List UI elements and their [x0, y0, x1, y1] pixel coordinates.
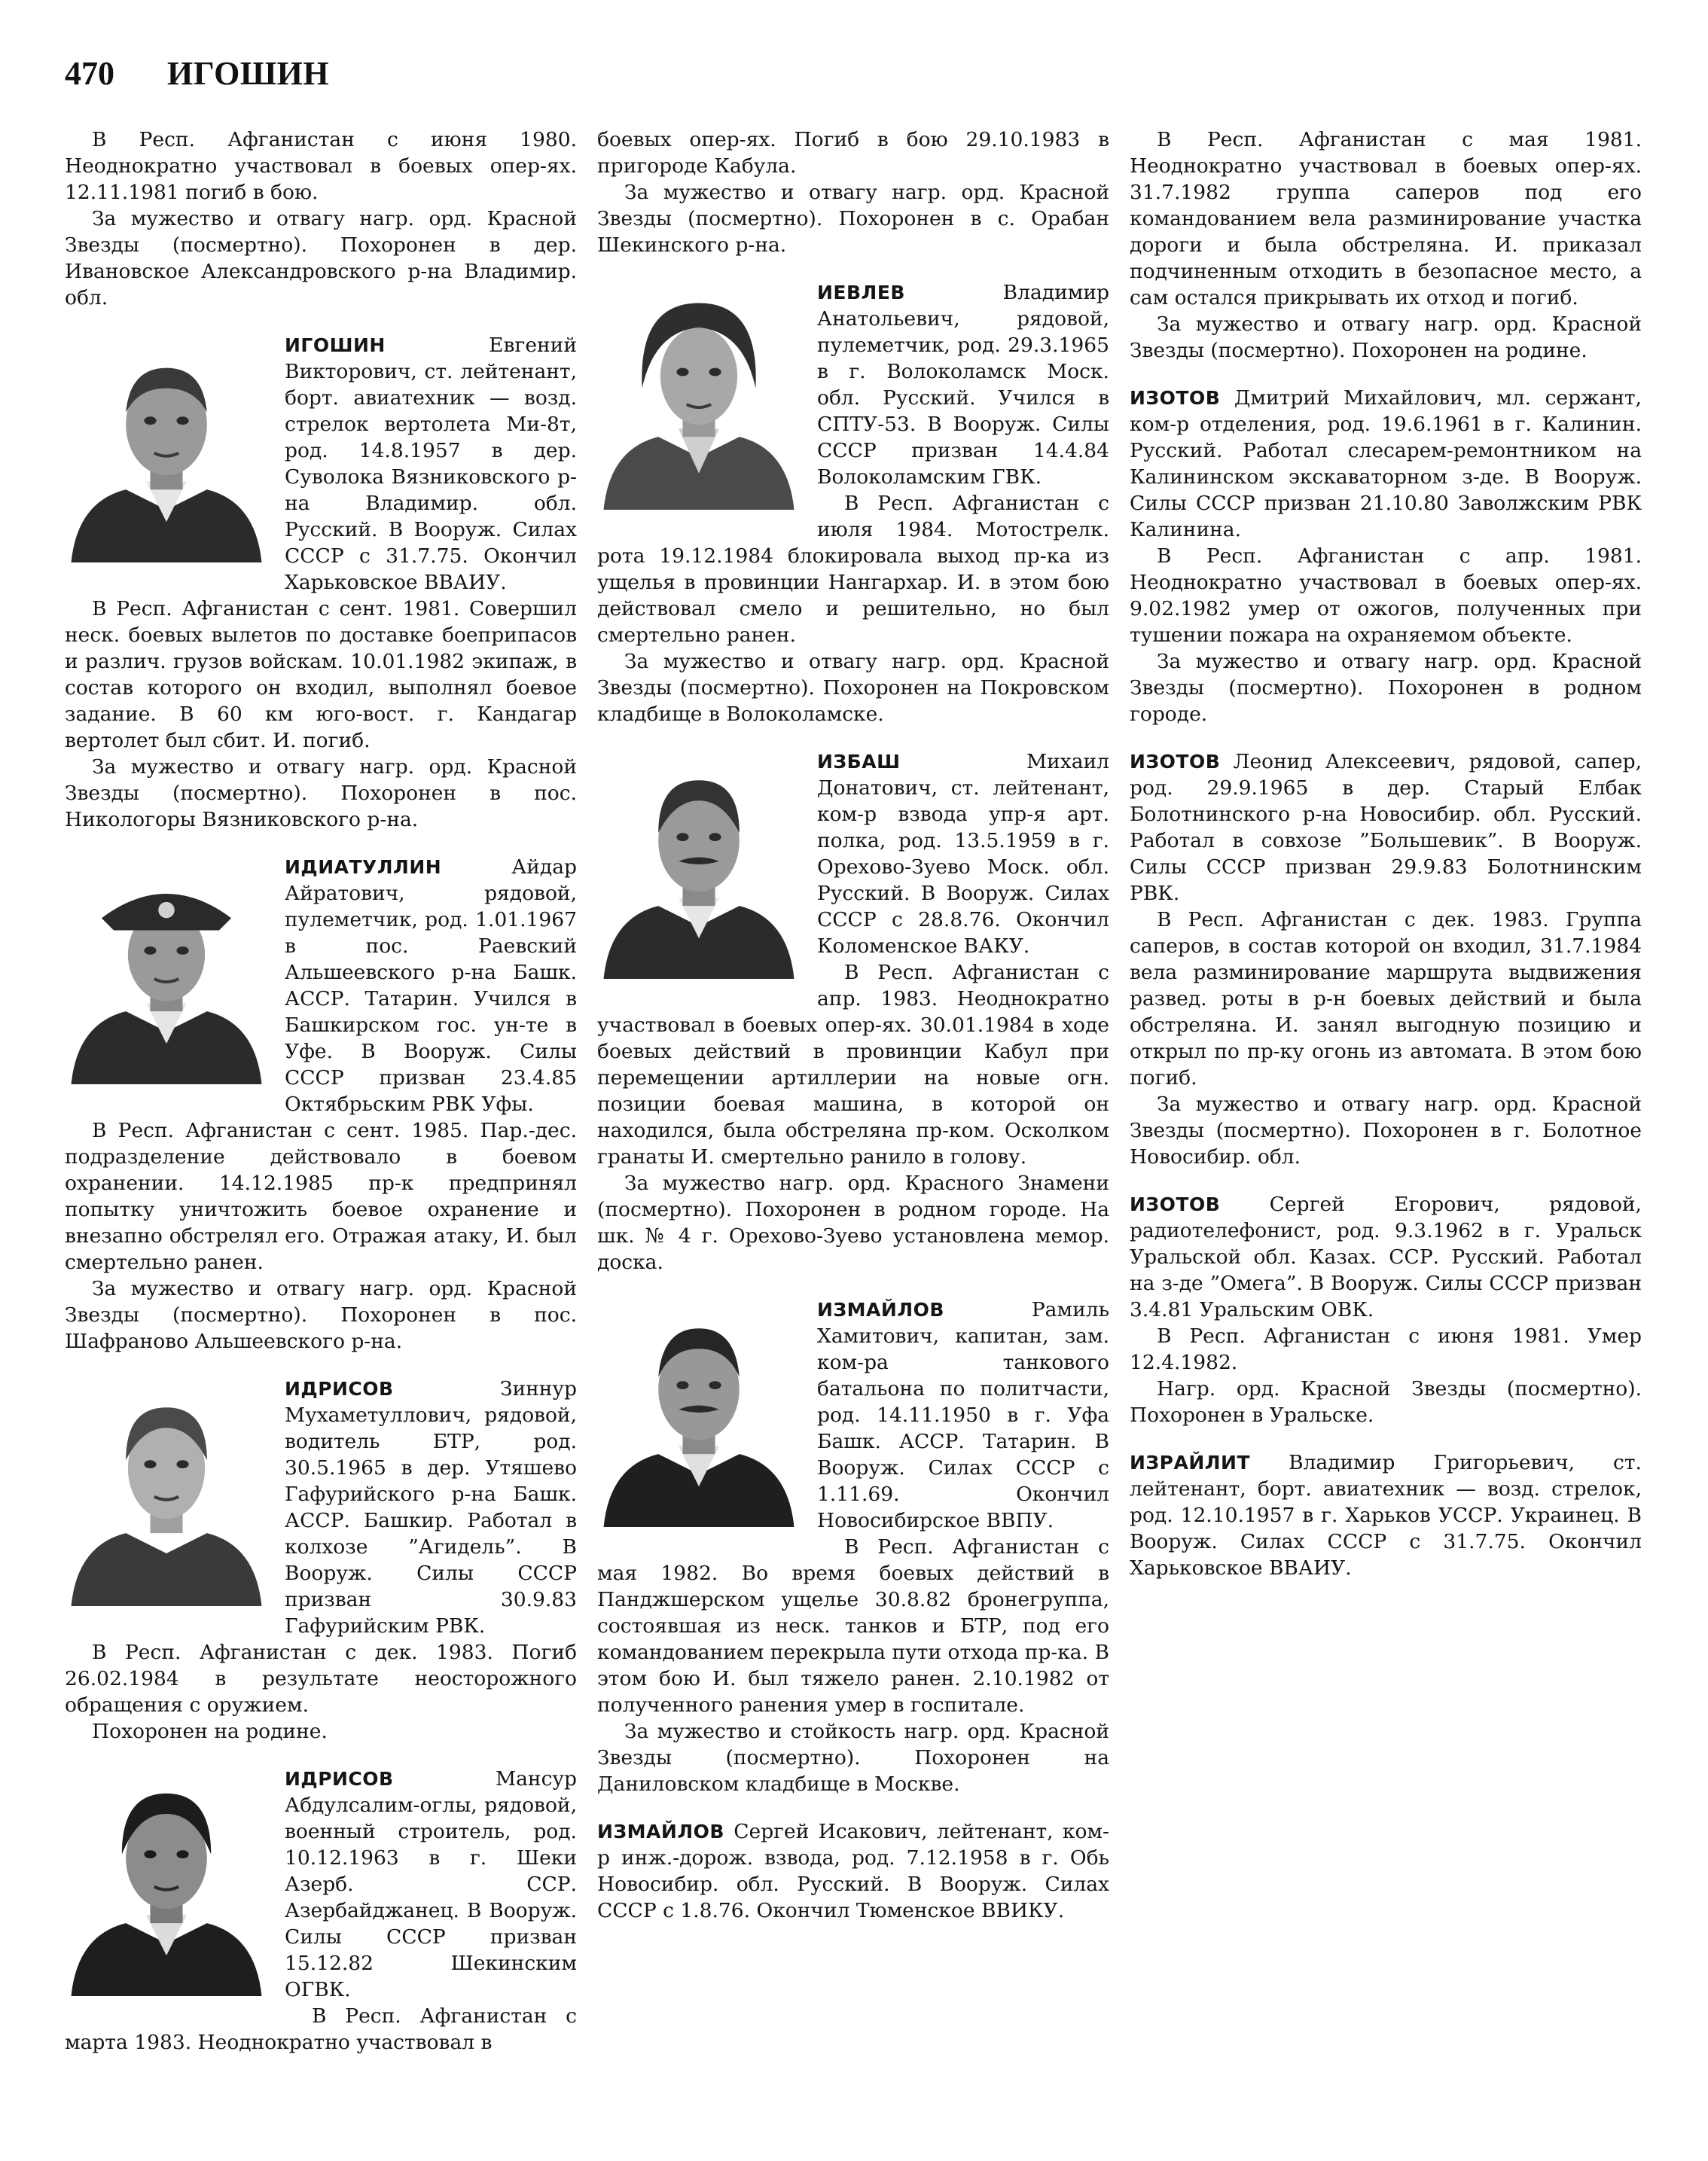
paragraph: В Респ. Афганистан с июля 1984. Мотострелк. рота 19.12.1984 блокировала выход пр-ка из ущелья в провинции Нангархар. И. в этом бою действовал смело и решительно, но был смертельно ранен.: [597, 492, 1109, 647]
paragraph: За мужество и отвагу нагр. орд. Красной Звезды (посмертно). Похоронен в пос. Никологоры Вязниковского р-на.: [65, 755, 577, 831]
entry-continuation: [597, 126, 1109, 258]
paragraph: За мужество и отвагу нагр. орд. Красной Звезды (посмертно). Похоронен на родине.: [1130, 312, 1642, 362]
surname: ИДРИСОВ: [285, 1378, 394, 1400]
portrait-icon: [65, 1383, 268, 1606]
entry-text: Рамиль Хамитович, капитан, зам. ком-ра танкового батальона по политчасти, род. 14.11.1950 в г. Уфа Башк. АССР. Татарин. В Вооруж. Силах СССР с 1.11.69. Окончил Новосибирское ВВПУ.: [817, 1298, 1109, 1532]
paragraph: В Респ. Афганистан с дек. 1983. Группа саперов, в состав которой он входил, 31.7.1984 вела разминирование маршрута выдвижения развед. роты в р-н боевых действий и была обстреляна. И. занял выгодную позицию и открыл по пр-ку огонь из автомата. В этом бою погиб.: [1130, 908, 1642, 1090]
column-3: [1130, 126, 1642, 1602]
entry-izbash: [597, 748, 1109, 1276]
entry-text: Владимир Анатольевич, рядовой, пулеметчик, род. 29.3.1965 в г. Волоколамск Моск. обл. Русский. Учился в СПТУ-53. В Вооруж. Силы СССР призван 14.4.84 Волоколамским ГВК.: [817, 281, 1109, 489]
paragraph: боевых опер-ях. Погиб в бою 29.10.1983 в пригороде Кабула.: [597, 128, 1109, 178]
portrait-icon: [597, 287, 801, 510]
entry-izotov-leonid: [1130, 748, 1642, 1170]
paragraph: За мужество и отвагу нагр. орд. Красной Звезды (посмертно). Похоронен на Покровском кладбище в Волоколамске.: [597, 650, 1109, 726]
paragraph: В Респ. Афганистан с июня 1980. Неоднократно участвовал в боевых опер-ях. 12.11.1981 погиб в бою.: [65, 128, 577, 204]
entry-izotov-sergei: [1130, 1191, 1642, 1428]
portrait-photo: [65, 1773, 268, 1996]
paragraph: За мужество и отвагу нагр. орд. Красной Звезды (посмертно). Похоронен в пос. Шафраново Альшеевского р-на.: [65, 1277, 577, 1353]
entry-text: Евгений Викторович, ст. лейтенант, борт. авиатехник — возд. стрелок вертолета Ми-8т, род. 14.8.1957 в дер. Суволока Вязниковского р-на Владимир. обл. Русский. В Вооруж. Силах СССР с 31.7.75. Окончил Харьковское ВВАИУ.: [285, 334, 577, 594]
entry-text: Зиннур Мухаметуллович, рядовой, водитель БТР, род. 30.5.1965 в дер. Утяшево Гафурийского р-на Башк. АССР. Башкир. Работал в колхозе ”Агидель”. В Вооруж. Силы СССР призван 30.9.83 Гафурийским РВК.: [285, 1377, 577, 1638]
paragraph: За мужество и стойкость нагр. орд. Красной Звезды (посмертно). Похоронен на Даниловском кладбище в Москве.: [597, 1720, 1109, 1796]
paragraph: В Респ. Афганистан с сент. 1981. Совершил неск. боевых вылетов по доставке боеприпасов и различ. грузов войскам. 10.01.1982 экипаж, в состав которого он входил, выполнял боевое задание. В 60 км юго-вост. г. Кандагар вертолет был сбит. И. погиб.: [65, 597, 577, 752]
page-header: [65, 54, 329, 99]
surname: ИЕВЛЕВ: [817, 282, 905, 303]
surname: ИДРИСОВ: [285, 1768, 394, 1790]
paragraph: За мужество нагр. орд. Красного Знамени (посмертно). Похоронен в родном городе. На шк. № 4 г. Орехово-Зуево установлена мемор. доска.: [597, 1172, 1109, 1274]
entry-idrisov-zinnur: [65, 1376, 577, 1745]
surname: ИЗОТОВ: [1130, 387, 1221, 409]
portrait-photo: [65, 1383, 268, 1606]
surname: ИГОШИН: [285, 334, 386, 356]
entry-text: Сергей Исакович, лейтенант, ком-р инж.-дорож. взвода, род. 7.12.1958 в г. Обь Новосибир. обл. Русский. В Вооруж. Силах СССР с 1.8.76. Окончил Тюменское ВВИКУ.: [597, 1820, 1109, 1922]
paragraph: Похоронен на родине.: [92, 1720, 328, 1743]
surname: ИЗБАШ: [817, 751, 901, 773]
portrait-icon: [597, 1304, 801, 1527]
paragraph: В Респ. Афганистан с сент. 1985. Пар.-дес. подразделение действовало в боевом охранении. 14.12.1985 пр-к предпринял попытку уничтожить боевое охранение и внезапно обстрелял его. Отражая атаку, И. был смертельно ранен.: [65, 1119, 577, 1274]
surname: ИЗОТОВ: [1130, 751, 1221, 773]
surname: ИЗМАЙЛОВ: [597, 1821, 724, 1842]
entry-text: Дмитрий Михайлович, мл. сержант, ком-р отделения, род. 19.6.1961 в г. Калинин. Русский. Работал слесарем-ремонтником на Калининском экскаваторном з-де. В Вооруж. Силы СССР призван 21.10.80 Заволжским РВК Калинина.: [1130, 386, 1642, 541]
entry-izmailov-ramil: [597, 1297, 1109, 1797]
entry-text: Леонид Алексеевич, рядовой, сапер, род. 29.9.1965 в дер. Старый Елбак Болотнинского р-на Новосибир. обл. Русский. Работал в совхозе ”Большевик”. В Вооруж. Силы СССР призван 29.9.83 Болотнинским РВК.: [1130, 750, 1642, 905]
entry-text: Айдар Айратович, рядовой, пулеметчик, род. 1.01.1967 в пос. Раевский Альшеевского р-на Башк. АССР. Татарин. Учился в Башкирском гос. ун-те в Уфе. В Вооруж. Силы СССР призван 23.4.85 Октябрьским РВК Уфы.: [285, 855, 577, 1116]
portrait-photo: [597, 1304, 801, 1527]
entry-text: Сергей Егорович, рядовой, радиотелефонист, род. 9.3.1962 в г. Уральск Уральской обл. Казах. ССР. Русский. Работал на з-де ”Омега”. В Вооруж. Силы СССР призван 3.4.81 Уральским ОВК.: [1130, 1193, 1642, 1321]
portrait-photo: [597, 287, 801, 510]
column-1: [65, 126, 577, 2077]
surname: ИЗРАЙЛИТ: [1130, 1452, 1251, 1474]
entry-izotov-dmitry: [1130, 385, 1642, 727]
column-2: [597, 126, 1109, 1945]
entry-ievlev: [597, 279, 1109, 727]
paragraph: В Респ. Афганистан с апр. 1981. Неоднократно участвовал в боевых опер-ях. 9.02.1982 умер от ожогов, полученных при тушении пожара на охраняемом объекте.: [1130, 544, 1642, 647]
paragraph: За мужество и отвагу нагр. орд. Красной Звезды (посмертно). Похоронен в родном городе.: [1130, 650, 1642, 726]
paragraph: За мужество и отвагу нагр. орд. Красной Звезды (посмертно). Похоронен в с. Орабан Шекинского р-на.: [597, 181, 1109, 257]
paragraph: В Респ. Афганистан с июня 1981. Умер 12.4.1982.: [1130, 1324, 1642, 1374]
portrait-icon: [65, 1773, 268, 1996]
entry-continuation: [65, 126, 577, 311]
paragraph: За мужество и отвагу нагр. орд. Красной Звезды (посмертно). Похоронен в дер. Ивановское Александровского р-на Владимир. обл.: [65, 207, 577, 309]
paragraph: В Респ. Афганистан с марта 1983. Неоднократно участвовал в: [65, 2004, 577, 2054]
portrait-icon: [65, 340, 268, 562]
paragraph: В Респ. Афганистан с мая 1982. Во время боевых действий в Панджшерском ущелье 30.8.82 бронегруппа, состоявшая из неск. танков и БТР, под его командованием перекрыла пути отхода пр-ка. В этом бою И. был тяжело ранен. 2.10.1982 от полученного ранения умер в госпитале.: [597, 1535, 1109, 1717]
paragraph: За мужество и отвагу нагр. орд. Красной Звезды (посмертно). Похоронен в г. Болотное Новосибир. обл.: [1130, 1093, 1642, 1169]
entry-izmailov-sergei: [597, 1818, 1109, 1924]
entry-idrisov-mansur: [65, 1766, 577, 2056]
paragraph: В Респ. Афганистан с дек. 1983. Погиб 26.02.1984 в результате неосторожного обращения с оружием.: [65, 1641, 577, 1717]
entry-idiatullin: [65, 854, 577, 1355]
portrait-icon: [597, 756, 801, 979]
entry-text: Михаил Донатович, ст. лейтенант, ком-р взвода упр-я арт. полка, род. 13.5.1959 в г. Орехово-Зуево Моск. обл. Русский. В Вооруж. Силах СССР с 28.8.76. Окончил Коломенское ВАКУ.: [817, 750, 1109, 958]
surname: ИДИАТУЛЛИН: [285, 856, 442, 878]
page-number: 470: [65, 55, 114, 92]
entry-izrailit: [1130, 1449, 1642, 1581]
entry-text: Владимир Григорьевич, ст. лейтенант, борт. авиатехник — возд. стрелок, род. 12.10.1957 в г. Харьков УССР. Украинец. В Вооруж. Силах СССР с 31.7.75. Окончил Харьковское ВВАИУ.: [1130, 1451, 1642, 1580]
surname: ИЗОТОВ: [1130, 1193, 1221, 1215]
paragraph: Нагр. орд. Красной Звезды (посмертно). Похоронен в Уральске.: [1130, 1377, 1642, 1427]
entry-igoshin: [65, 332, 577, 833]
portrait-icon: [65, 861, 268, 1084]
portrait-photo: [65, 340, 268, 562]
portrait-photo: [597, 756, 801, 979]
surname: ИЗМАЙЛОВ: [817, 1299, 944, 1321]
portrait-photo: [65, 861, 268, 1084]
paragraph: В Респ. Афганистан с мая 1981. Неоднократно участвовал в боевых опер-ях. 31.7.1982 группа саперов под его командованием вела разминирование участка дороги и была обстреляна. И. приказал подчиненным отходить в безопасное место, а сам остался прикрывать их отход и погиб.: [1130, 128, 1642, 309]
entry-continuation: [1130, 126, 1642, 364]
entry-text: Мансур Абдулсалим-оглы, рядовой, военный строитель, род. 10.12.1963 в г. Шеки Азерб. ССР. Азербайджанец. В Вооруж. Силы СССР призван 15.12.82 Шекинским ОГВК.: [285, 1767, 577, 2001]
paragraph: В Респ. Афганистан с апр. 1983. Неоднократно участвовал в боевых опер-ях. 30.01.1984 в ходе боевых действий в провинции Кабул при перемещении артиллерии на новые огн. позиции боевая машина, в которой он находился, была обстреляна пр-ком. Осколком гранаты И. смертельно ранило в голову.: [597, 961, 1109, 1169]
running-title: ИГОШИН: [167, 55, 330, 92]
